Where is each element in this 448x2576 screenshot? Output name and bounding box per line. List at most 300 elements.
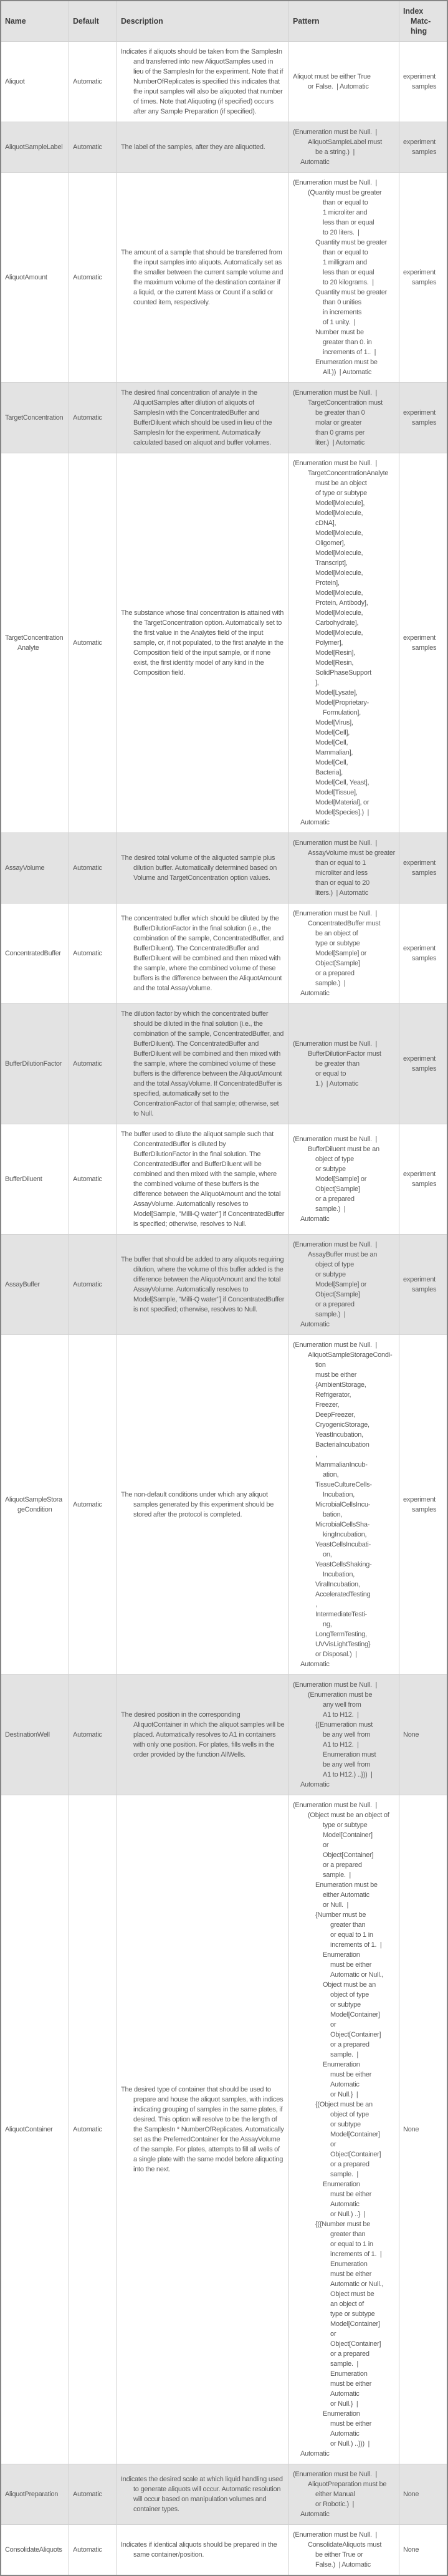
pattern-line: Model[Material], or (315, 799, 369, 806)
pattern-line: or a prepared (315, 970, 355, 977)
pattern-line: or Null.) ..} | (330, 2211, 366, 2218)
pattern-line: or Null.) ..})) | (330, 2440, 370, 2448)
cell-index-matching (399, 383, 447, 453)
cell-option-name (1, 453, 69, 833)
pattern-line: (Enumeration must be Null. | (293, 128, 377, 136)
cell-description (117, 1235, 289, 1335)
pattern-line: than 0 grams per (315, 429, 365, 437)
pattern-line: tion (315, 1361, 326, 1369)
pattern-line: any well from (323, 1701, 361, 1709)
cell-description (117, 42, 289, 122)
pattern-line: TargetConcentrationAnalyte (308, 470, 389, 477)
pattern-line: or (330, 2141, 336, 2148)
pattern-line: ation, (323, 1471, 339, 1479)
option-name-text: AssayVolume (5, 864, 45, 872)
cell-index-matching (399, 1795, 447, 2464)
index-matching-text: experiment samples (403, 1276, 437, 1293)
pattern-line: sample.) | (315, 980, 346, 987)
pattern-line: Object[Container] (330, 2151, 381, 2158)
cell-default-value (69, 833, 117, 904)
cell-default-value (69, 2464, 117, 2525)
pattern-line: Object[Sample] (315, 960, 360, 967)
pattern-line: (Enumeration must be (308, 1691, 373, 1699)
pattern-line: ng, (323, 1621, 332, 1628)
pattern-line: either Manual (315, 2491, 355, 2498)
pattern-line: or a prepared (315, 1301, 355, 1308)
pattern-line: Formulation], (323, 709, 361, 716)
pattern-line: ], (315, 679, 319, 687)
pattern-line: MammalianIncub- (315, 1461, 368, 1469)
pattern-line: must be either (330, 1961, 372, 1969)
pattern-line: or subtype (330, 2001, 361, 2009)
pattern-line: object of type (330, 2111, 369, 2118)
pattern-line: Incubation, (323, 1491, 355, 1498)
pattern-line: ViralIncubation, (315, 1581, 360, 1588)
table-row-AliquotSampleLabel (1, 122, 447, 173)
column-header-index_matching-line: Index (403, 7, 424, 16)
cell-description (117, 904, 289, 1004)
pattern-line: Model[Sample] or (315, 950, 367, 957)
pattern-line: or a prepared (330, 2161, 369, 2168)
cell-default-value (69, 2525, 117, 2575)
pattern-line: of 1 unity. | (323, 319, 356, 326)
pattern-line: molar or greater (315, 419, 362, 427)
description-text: The concentrated buffer which should be diluted by the BufferDilutionFactor in the final solution (i.e., the combination of the sample, ConcentratedBuffer, and BufferDiluent). The ConcentratedBuffer and BufferDiluent will be combined and then mixed with the sample, where the combined volume of these buffers is the difference between the AliquotAmount and the total AssayVolume. (121, 915, 284, 992)
description-text: The desired final concentration of analyte in the AliquotSamples after dilution of aliquots of SamplesIn with the ConcentratedBuffer and BufferDiluent which should be used in lieu of the SamplesIn for the experiment. Automatically calculated based on aliquot and buffer volumes. (121, 389, 272, 446)
pattern-line: Model[Molecule, (315, 549, 363, 557)
default-value-text: Automatic (73, 274, 102, 281)
pattern-line: or (323, 1841, 329, 1849)
pattern-line: AliquotPreparation must be (308, 2481, 387, 2488)
cell-pattern (289, 1675, 399, 1795)
pattern-line: 1 milligram and (323, 259, 367, 266)
pattern-line: Automatic (300, 1215, 330, 1223)
pattern-line: Model[Lysate], (315, 689, 358, 697)
option-name-text: Aliquot (5, 78, 25, 85)
pattern-line: IntermediateTesti- (315, 1611, 367, 1618)
pattern-line: an object of (330, 2300, 364, 2308)
cell-default-value (69, 1124, 117, 1235)
pattern-line: sample. | (323, 1871, 351, 1879)
pattern-line: (Enumeration must be Null. | (293, 389, 377, 397)
pattern-line: greater than 0. in (323, 339, 372, 346)
pattern-line: A1 to H12. | (323, 1741, 359, 1749)
default-value-text: Automatic (73, 414, 102, 422)
description-text: The desired position in the corresponding AliquotContainer in which the aliquot samples will be placed. Automatically resolves to A1 in containers with only one position. For plates, fills wells in the order provided by the function AllWells. (121, 1711, 285, 1758)
pattern-line: greater than (330, 1921, 366, 1929)
option-name-text: AliquotPreparation (5, 2491, 59, 2498)
pattern-line: must be either (330, 2270, 372, 2278)
pattern-line: Object[Sample] (315, 1291, 360, 1298)
default-value-text: Automatic (73, 864, 102, 872)
pattern-line: Automatic or Null., (330, 2280, 384, 2288)
pattern-line: Model[Tissue], (315, 789, 358, 796)
cell-description (117, 173, 289, 383)
pattern-line: Oligomer], (315, 539, 346, 547)
pattern-line: ConcentratedBuffer must (308, 920, 381, 927)
pattern-line: sample.) | (315, 1311, 346, 1318)
index-matching-text: None (403, 2126, 419, 2133)
pattern-line: liter.) | Automatic (315, 439, 365, 446)
cell-default-value (69, 1335, 117, 1675)
pattern-line: Transcript], (315, 559, 348, 567)
default-value-text: Automatic (73, 1175, 102, 1183)
pattern-line: Object[Container] (330, 2031, 381, 2038)
pattern-line: (Enumeration must be Null. | (293, 1136, 377, 1143)
pattern-line: or equal to (315, 1070, 346, 1078)
cell-description (117, 1675, 289, 1795)
pattern-line: greater than (330, 2231, 366, 2238)
pattern-line: in increments (323, 309, 362, 316)
cell-option-name (1, 42, 69, 122)
table-row-Aliquot (1, 42, 447, 122)
pattern-line: Mammalian], (315, 749, 353, 756)
pattern-line: (Enumeration must be Null. | (293, 1040, 377, 1048)
cell-pattern (289, 1124, 399, 1235)
pattern-line: Model[Molecule], (315, 499, 365, 507)
pattern-line: (Enumeration must be Null. | (293, 179, 377, 186)
pattern-line: type or subtype (330, 2310, 375, 2318)
pattern-line: SolidPhaseSupport (315, 669, 371, 677)
index-matching-text: experiment samples (403, 1055, 437, 1073)
description-text: The non-default conditions under which any aliquot samples generated by this experiment should be stored after the protocol is completed. (121, 1491, 274, 1518)
cell-pattern (289, 173, 399, 383)
pattern-line: Enumeration (330, 2370, 368, 2378)
pattern-line: Automatic (300, 1661, 330, 1668)
cell-index-matching (399, 1124, 447, 1235)
pattern-line: Automatic (300, 819, 330, 826)
pattern-line: Model[Cell, (315, 739, 348, 746)
pattern-line: {(Enumeration must (315, 1721, 373, 1729)
cell-pattern (289, 453, 399, 833)
index-matching-text: experiment samples (403, 859, 437, 877)
index-matching-text: experiment samples (403, 269, 437, 286)
column-header-index_matching-line: Matc- (411, 17, 431, 26)
default-value-text: Automatic (73, 2546, 102, 2554)
pattern-line: Automatic (330, 2201, 360, 2208)
pattern-line: Automatic or Null., (330, 1971, 384, 1979)
description-text: The substance whose final concentration is attained with the TargetConcentration option. Automatically set to the first value in the Analytes field of the input sample, or, if not populated, to the first analyte in the Composition field of the input sample, or if none exist, the first identity model of any kind in the Composition field. (121, 609, 284, 677)
option-name-text: DestinationWell (5, 1731, 50, 1739)
pattern-line: , (315, 1451, 317, 1459)
pattern-line: be greater than (315, 1060, 360, 1068)
pattern-line: Automatic (300, 2511, 330, 2518)
cell-option-name (1, 1795, 69, 2464)
cell-index-matching (399, 2464, 447, 2525)
pattern-line: be greater than 0 (315, 409, 365, 417)
pattern-line: cDNA], (315, 519, 336, 527)
pattern-line: AcceleratedTesting (315, 1591, 371, 1598)
pattern-line: than or equal to 20 (315, 879, 369, 887)
column-header-name (1, 1, 69, 42)
pattern-line: A1 to H12.) ..})) | (323, 1771, 373, 1778)
cell-index-matching (399, 833, 447, 904)
pattern-line: Polymer], (315, 639, 343, 647)
default-value-text: Automatic (73, 639, 102, 647)
description-text: The buffer that should be added to any aliquots requiring dilution, where the volume of this buffer added is the difference between the AliquotAmount and the total AssayVolume. Automatically resolves to Model[Sample, "Milli-Q water"] if ConcentratedBuffer is not specified; otherwise, resolves to Null. (121, 1256, 285, 1313)
pattern-line: or subtype (315, 1165, 346, 1173)
pattern-line: Enumeration (323, 1951, 360, 1959)
pattern-line: TargetConcentration must (308, 399, 383, 407)
pattern-line: Enumeration (323, 2181, 360, 2188)
pattern-line: Object must be an (323, 1981, 376, 1989)
pattern-line: Carbohydrate], (315, 619, 359, 627)
index-matching-text: None (403, 1731, 419, 1739)
pattern-line: {Number must be (315, 1911, 366, 1919)
pattern-line: to 20 liters. | (323, 229, 360, 236)
cell-default-value (69, 383, 117, 453)
cell-index-matching (399, 904, 447, 1004)
default-value-text: Automatic (73, 950, 102, 957)
table-row-AssayVolume (1, 833, 447, 904)
pattern-line: than or equal to (323, 249, 368, 256)
option-name-text: BufferDiluent (5, 1175, 42, 1183)
description-text: The label of the samples, after they are aliquotted. (121, 143, 265, 151)
description-text: Indicates the desired scale at which liquid handling used to generate aliquots will occur. Automatic resolution will occur based on manipulation volumes and container types. (121, 2476, 283, 2513)
table-row-ConsolidateAliquots (1, 2525, 447, 2575)
pattern-line: MicrobialCellsIncu- (315, 1501, 371, 1508)
pattern-line: Number must be (315, 329, 364, 336)
table-row-BufferDiluent (1, 1124, 447, 1235)
cell-default-value (69, 904, 117, 1004)
cell-option-name (1, 2464, 69, 2525)
option-name-text: AliquotAmount (5, 274, 47, 281)
pattern-line: Model[Sample] or (315, 1175, 367, 1183)
column-header-name-line: Name (5, 17, 26, 26)
pattern-line: Quantity must be greater (315, 239, 388, 246)
pattern-line: Model[Proprietary- (315, 699, 369, 707)
pattern-line: or Null.} | (330, 2091, 358, 2098)
pattern-line: be any well from (323, 1761, 371, 1768)
pattern-line: or False. | Automatic (308, 83, 369, 90)
pattern-line: Aliquot must be either True (293, 73, 371, 80)
index-matching-text: experiment samples (403, 409, 437, 427)
pattern-line: less than or equal (323, 269, 374, 276)
cell-index-matching (399, 2525, 447, 2575)
option-name-text: TargetConcentration (5, 414, 64, 422)
default-value-text: Automatic (73, 2491, 102, 2498)
cell-default-value (69, 1675, 117, 1795)
pattern-line: (Enumeration must be Null. | (293, 2531, 377, 2539)
pattern-line: AliquotSampleStorageCondi- (308, 1351, 393, 1359)
option-name-text: ConcentratedBuffer (5, 950, 61, 957)
cell-index-matching (399, 122, 447, 173)
pattern-line: or a prepared (330, 2041, 369, 2048)
pattern-line: Incubation, (323, 1571, 355, 1578)
pattern-line: Model[Molecule, (315, 529, 363, 537)
pattern-line: be an object of (315, 930, 358, 937)
cell-pattern (289, 122, 399, 173)
default-value-text: Automatic (73, 143, 102, 151)
cell-description (117, 1335, 289, 1675)
cell-description (117, 383, 289, 453)
pattern-line: be any well from (323, 1731, 371, 1739)
pattern-line: (Enumeration must be Null. | (293, 460, 377, 467)
pattern-line: Model[Virus], (315, 719, 353, 726)
column-header-default-line: Default (73, 17, 99, 26)
pattern-line: must be either (330, 2380, 372, 2388)
cell-description (117, 1004, 289, 1124)
pattern-line: must be an object (315, 480, 367, 487)
pattern-line: or (330, 2330, 336, 2338)
pattern-line: MicrobialCellsSha- (315, 1521, 370, 1528)
pattern-line: (Enumeration must be Null. | (293, 1241, 377, 1248)
pattern-line: Model[Container] (323, 1831, 373, 1839)
pattern-line: Bacteria], (315, 769, 343, 776)
pattern-line: (Enumeration must be Null. | (293, 839, 377, 847)
pattern-line: increments of 1.. | (323, 349, 376, 356)
pattern-line: AssayBuffer must be an (308, 1251, 378, 1258)
pattern-line: sample. | (330, 2171, 358, 2178)
pattern-line: than or equal to (323, 199, 368, 206)
index-matching-text: experiment samples (403, 634, 437, 652)
pattern-line: must be either (330, 2071, 372, 2078)
pattern-line: must be either (330, 2191, 372, 2198)
column-header-index_matching (399, 1, 447, 42)
option-name-text: ConsolidateAliquots (5, 2546, 62, 2554)
cell-index-matching (399, 1004, 447, 1124)
table-row-AliquotSampleStorageCondition (1, 1335, 447, 1675)
cell-description (117, 2525, 289, 2575)
pattern-line: YeastCellsIncubati- (315, 1541, 371, 1548)
pattern-line: than or equal to 1 (315, 859, 366, 867)
cell-description (117, 1124, 289, 1235)
index-matching-text: experiment samples (403, 1496, 437, 1513)
pattern-line: Automatic (330, 2081, 360, 2088)
description-text: The buffer used to dilute the aliquot sample such that ConcentratedBuffer is diluted by BufferDilutionFactor in the final solution. The ConcentratedBuffer and BufferDiluent will be combined and then mixed with the sample, where the combined volume of these buffers is the difference between the AliquotAmount and the total AssayVolume. Automatically resolves to Model[Sample, "Milli-Q water"] if ConcentratedBuffer is specified; otherwise, resolves to Null. (121, 1131, 285, 1228)
cell-default-value (69, 1795, 117, 2464)
default-value-text: Automatic (73, 78, 102, 85)
cell-description (117, 1795, 289, 2464)
pattern-line: BufferDilutionFactor must (308, 1050, 381, 1058)
column-header-index_matching-line: hing (411, 27, 427, 36)
cell-description (117, 122, 289, 173)
pattern-line: Enumeration must be (315, 1881, 378, 1889)
cell-default-value (69, 122, 117, 173)
option-name-text: AliquotContainer (5, 2126, 53, 2133)
pattern-line: BufferDiluent must be an (308, 1146, 379, 1153)
pattern-line: All.)) | Automatic (323, 369, 372, 376)
cell-pattern (289, 2464, 399, 2525)
pattern-line: of type or subtype (315, 490, 367, 497)
cell-option-name (1, 1124, 69, 1235)
pattern-line: Protein, Antibody], (315, 599, 368, 607)
pattern-line: Model[Container] (330, 2320, 380, 2328)
pattern-line: Automatic (300, 1321, 330, 1328)
index-matching-text: experiment samples (403, 138, 437, 156)
pattern-line: TissueCultureCells- (315, 1481, 372, 1488)
pattern-line: Enumeration (323, 2410, 360, 2418)
description-text: Indicates if aliquots should be taken from the SamplesIn and transferred into new AliquotSamples used in lieu of the SamplesIn for the experiment. Note that if NumberOfReplicates is specified this indicates that the input samples will also be aliquoted that number of times. Note that Aliquoting (if specified) occurs after any Sample Preparation (if specified). (121, 48, 284, 115)
pattern-line: AliquotSampleLabel must (308, 138, 382, 146)
option-name-text: BufferDilutionFactor (5, 1060, 62, 1068)
pattern-line: Quantity must be greater (315, 289, 388, 296)
default-value-text: Automatic (73, 1501, 102, 1508)
pattern-line: CryogenicStorage, (315, 1421, 369, 1429)
cell-pattern (289, 833, 399, 904)
pattern-line: be either True or (315, 2551, 363, 2559)
pattern-line: (Object must be an object of (308, 1811, 389, 1819)
pattern-line: UVVisLightTesting} (315, 1641, 371, 1648)
description-text: The amount of a sample that should be transferred from the input samples into aliquots. Automatically set as the smaller between the current sample volume and the maximum volume of the destination container if a liquid, or the current Mass or Count if a solid or counted item, respectively. (121, 249, 284, 306)
pattern-line: Automatic (300, 2450, 330, 2458)
pattern-line: Model[Resin, (315, 659, 354, 667)
pattern-line: A1 to H12. | (323, 1711, 359, 1719)
option-name-text: AliquotSampleStorageCondition (5, 1496, 62, 1513)
index-matching-text: experiment samples (403, 73, 437, 90)
pattern-line: Object[Sample] (315, 1185, 360, 1193)
pattern-line: Model[Cell, (315, 759, 348, 766)
pattern-line: Automatic (330, 2390, 360, 2398)
cell-index-matching (399, 1335, 447, 1675)
pattern-line: or Null.} | (330, 2400, 358, 2408)
cell-index-matching (399, 1235, 447, 1335)
index-matching-text: experiment samples (403, 945, 437, 962)
pattern-line: 1 microliter and (323, 209, 368, 216)
pattern-line: LongTermTesting, (315, 1631, 367, 1638)
pattern-line: Enumeration (323, 2061, 360, 2068)
pattern-line: Model[Molecule, (315, 569, 363, 577)
description-text: Indicates if identical aliquots should be prepared in the same container/position. (121, 2541, 277, 2559)
pattern-line: or a prepared (330, 2350, 369, 2358)
pattern-line: {(Object must be an (315, 2101, 373, 2108)
pattern-line: (Enumeration must be Null. | (293, 1341, 377, 1349)
pattern-line: (Enumeration must be Null. | (293, 2471, 377, 2478)
pattern-line: either Automatic (323, 1891, 369, 1899)
cell-pattern (289, 904, 399, 1004)
pattern-line: increments of 1. | (330, 2250, 382, 2258)
pattern-line: AssayVolume must be greater (308, 849, 395, 857)
table-row-TargetConcentrationAnalyte (1, 453, 447, 833)
pattern-line: bation, (323, 1511, 343, 1518)
cell-pattern (289, 1235, 399, 1335)
cell-option-name (1, 383, 69, 453)
pattern-line: object of type (330, 1991, 369, 1999)
cell-pattern (289, 1335, 399, 1675)
column-header-description-line: Description (121, 17, 163, 26)
pattern-line: or subtype (315, 1271, 346, 1278)
pattern-line: or Robotic.) | (315, 2501, 355, 2508)
pattern-line: Automatic (300, 158, 330, 166)
pattern-line: or equal to 1 in (330, 2241, 373, 2248)
pattern-line: , (315, 1601, 317, 1608)
table-header-row (1, 1, 447, 42)
cell-default-value (69, 42, 117, 122)
pattern-line: Model[Sample] or (315, 1281, 367, 1288)
cell-option-name (1, 173, 69, 383)
pattern-line: Object must be (330, 2290, 374, 2298)
pattern-line: object of type (315, 1155, 354, 1163)
column-header-description (117, 1, 289, 42)
pattern-line: {AmbientStorage, (315, 1381, 366, 1389)
cell-description (117, 833, 289, 904)
cell-index-matching (399, 173, 447, 383)
pattern-line: Model[Container] (330, 2011, 380, 2019)
pattern-line: Model[Molecule, (315, 629, 363, 637)
pattern-line: sample. | (330, 2360, 358, 2368)
cell-index-matching (399, 1675, 447, 1795)
cell-pattern (289, 383, 399, 453)
column-header-default (69, 1, 117, 42)
default-value-text: Automatic (73, 1731, 102, 1739)
column-header-pattern-line: Pattern (293, 17, 320, 26)
pattern-line: microliter and less (315, 869, 368, 877)
pattern-line: ConsolidateAliquots must (308, 2541, 382, 2549)
option-name-text: AliquotSampleLabel (5, 143, 63, 151)
default-value-text: Automatic (73, 1060, 102, 1068)
description-text: The desired type of container that should be used to prepare and house the aliquot samples, with indices indicating grouping of samples in the same plates, if desired. This option will resolve to be the length of the SamplesIn * NumberOfReplicates. Automatically set as the PreferredContainer for the AssayVolume of the sample. For plates, attempts to fill all wells of a single plate with the same model before aliquoting into the next. (121, 2086, 284, 2173)
cell-option-name (1, 1004, 69, 1124)
